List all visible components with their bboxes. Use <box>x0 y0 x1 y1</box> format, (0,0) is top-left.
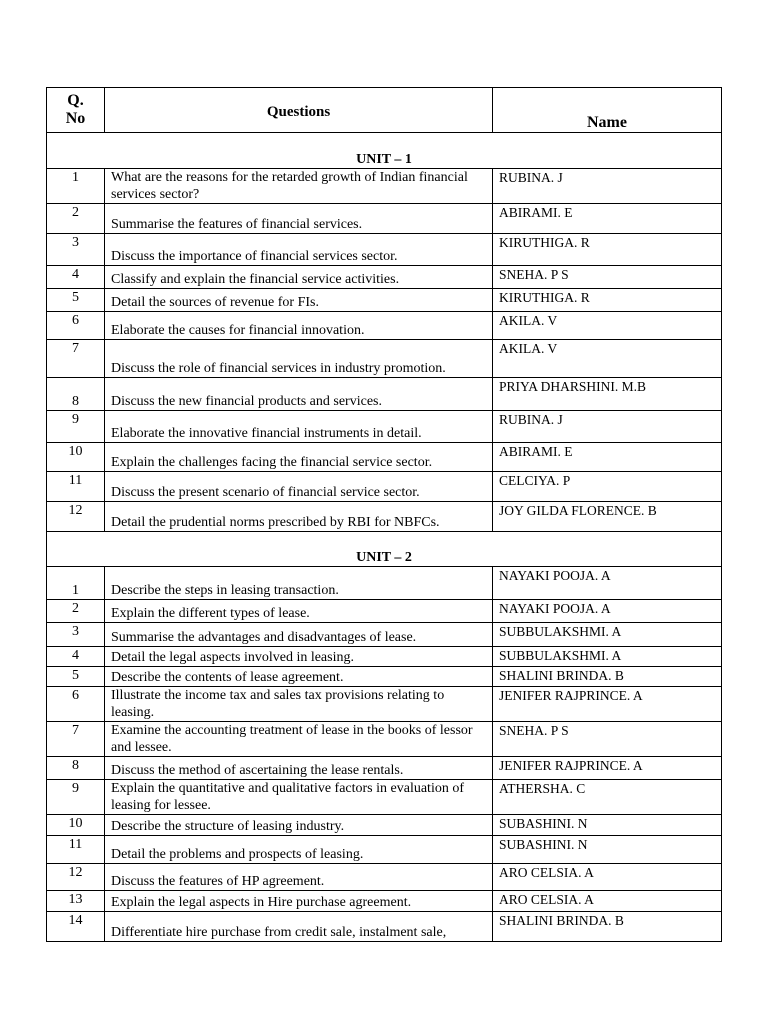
question-text: Explain the quantitative and qualitative factors in evaluation of leasing for lessee. <box>105 780 493 815</box>
question-text: Discuss the importance of financial services sector. <box>105 234 493 266</box>
student-name: RUBINA. J <box>493 169 722 204</box>
question-number: 3 <box>47 234 105 266</box>
question-number: 5 <box>47 667 105 687</box>
student-name: SHALINI BRINDA. B <box>493 912 722 942</box>
question-number: 6 <box>47 312 105 340</box>
question-text: Describe the contents of lease agreement. <box>105 667 493 687</box>
question-text: Examine the accounting treatment of lease in the books of lessor and lessee. <box>105 722 493 757</box>
table-row <box>47 623 722 647</box>
student-name: ARO CELSIA. A <box>493 891 722 912</box>
question-text: Describe the steps in leasing transaction. <box>105 567 493 600</box>
question-number: 2 <box>47 600 105 623</box>
student-name: JENIFER RAJPRINCE. A <box>493 757 722 780</box>
table-row <box>47 502 722 532</box>
student-name: SUBASHINI. N <box>493 836 722 864</box>
table-row <box>47 234 722 266</box>
table-row <box>47 912 722 942</box>
question-number: 12 <box>47 864 105 891</box>
question-number: 5 <box>47 289 105 312</box>
student-name: SNEHA. P S <box>493 722 722 757</box>
student-name: SUBBULAKSHMI. A <box>493 623 722 647</box>
table-row <box>47 411 722 443</box>
header-qno <box>47 88 105 133</box>
student-name: JOY GILDA FLORENCE. B <box>493 502 722 532</box>
question-allocation-table <box>46 87 722 942</box>
student-name: SUBASHINI. N <box>493 815 722 836</box>
table-header-row <box>47 88 722 133</box>
student-name: AKILA. V <box>493 340 722 378</box>
question-text: Classify and explain the financial service activities. <box>105 266 493 289</box>
student-name: PRIYA DHARSHINI. M.B <box>493 378 722 411</box>
student-name: ABIRAMI. E <box>493 204 722 234</box>
question-text: Differentiate hire purchase from credit sale, instalment sale, <box>105 912 493 942</box>
question-text: Discuss the method of ascertaining the lease rentals. <box>105 757 493 780</box>
header-name: Name <box>493 88 722 133</box>
table-row <box>47 687 722 722</box>
student-name: SNEHA. P S <box>493 266 722 289</box>
table-row <box>47 340 722 378</box>
question-number: 11 <box>47 472 105 502</box>
question-text: Illustrate the income tax and sales tax provisions relating to leasing. <box>105 687 493 722</box>
table-row <box>47 722 722 757</box>
question-number: 13 <box>47 891 105 912</box>
question-text: Detail the prudential norms prescribed by RBI for NBFCs. <box>105 502 493 532</box>
table-row <box>47 600 722 623</box>
table-row <box>47 443 722 472</box>
table-row <box>47 289 722 312</box>
table-row <box>47 647 722 667</box>
question-text: Explain the challenges facing the financial service sector. <box>105 443 493 472</box>
unit-title: UNIT – 2 <box>47 532 722 567</box>
question-text: Detail the sources of revenue for FIs. <box>105 289 493 312</box>
question-text: Elaborate the innovative financial instruments in detail. <box>105 411 493 443</box>
question-number: 9 <box>47 780 105 815</box>
header-questions: Questions <box>105 88 493 133</box>
question-text: What are the reasons for the retarded growth of Indian financial services sector? <box>105 169 493 204</box>
question-number: 6 <box>47 687 105 722</box>
question-number: 10 <box>47 443 105 472</box>
question-number: 2 <box>47 204 105 234</box>
question-number: 1 <box>47 169 105 204</box>
unit-title: UNIT – 1 <box>47 133 722 169</box>
table-row <box>47 169 722 204</box>
student-name: ABIRAMI. E <box>493 443 722 472</box>
unit-heading-row <box>47 532 722 567</box>
student-name: NAYAKI POOJA. A <box>493 567 722 600</box>
question-text: Explain the different types of lease. <box>105 600 493 623</box>
unit-heading-row <box>47 133 722 169</box>
question-text: Explain the legal aspects in Hire purchase agreement. <box>105 891 493 912</box>
question-number: 1 <box>47 567 105 600</box>
table-row <box>47 567 722 600</box>
table-row <box>47 836 722 864</box>
question-text: Elaborate the causes for financial innovation. <box>105 312 493 340</box>
table-row <box>47 815 722 836</box>
student-name: KIRUTHIGA. R <box>493 289 722 312</box>
question-number: 4 <box>47 266 105 289</box>
question-number: 10 <box>47 815 105 836</box>
student-name: AKILA. V <box>493 312 722 340</box>
student-name: SUBBULAKSHMI. A <box>493 647 722 667</box>
question-number: 14 <box>47 912 105 942</box>
student-name: SHALINI BRINDA. B <box>493 667 722 687</box>
table-row <box>47 757 722 780</box>
question-text: Discuss the features of HP agreement. <box>105 864 493 891</box>
question-text: Detail the legal aspects involved in leasing. <box>105 647 493 667</box>
question-number: 7 <box>47 340 105 378</box>
table-row <box>47 780 722 815</box>
question-text: Discuss the present scenario of financial service sector. <box>105 472 493 502</box>
student-name: NAYAKI POOJA. A <box>493 600 722 623</box>
student-name: RUBINA. J <box>493 411 722 443</box>
question-number: 8 <box>47 757 105 780</box>
student-name: JENIFER RAJPRINCE. A <box>493 687 722 722</box>
question-text: Detail the problems and prospects of leasing. <box>105 836 493 864</box>
question-text: Summarise the features of financial services. <box>105 204 493 234</box>
question-text: Describe the structure of leasing industry. <box>105 815 493 836</box>
student-name: ATHERSHA. C <box>493 780 722 815</box>
table-row <box>47 667 722 687</box>
question-text: Discuss the new financial products and services. <box>105 378 493 411</box>
question-number: 9 <box>47 411 105 443</box>
table-row <box>47 864 722 891</box>
question-number: 12 <box>47 502 105 532</box>
student-name: CELCIYA. P <box>493 472 722 502</box>
header-qno-line2: No <box>65 110 86 127</box>
table-row <box>47 891 722 912</box>
question-number: 3 <box>47 623 105 647</box>
table-row <box>47 204 722 234</box>
question-number: 4 <box>47 647 105 667</box>
header-qno-line1: Q. <box>67 92 84 109</box>
question-text: Summarise the advantages and disadvantages of lease. <box>105 623 493 647</box>
question-number: 11 <box>47 836 105 864</box>
question-number: 8 <box>47 378 105 411</box>
question-number: 7 <box>47 722 105 757</box>
student-name: KIRUTHIGA. R <box>493 234 722 266</box>
question-text: Discuss the role of financial services in industry promotion. <box>105 340 493 378</box>
student-name: ARO CELSIA. A <box>493 864 722 891</box>
table-row <box>47 472 722 502</box>
table-row <box>47 266 722 289</box>
table-row <box>47 378 722 411</box>
table-row <box>47 312 722 340</box>
